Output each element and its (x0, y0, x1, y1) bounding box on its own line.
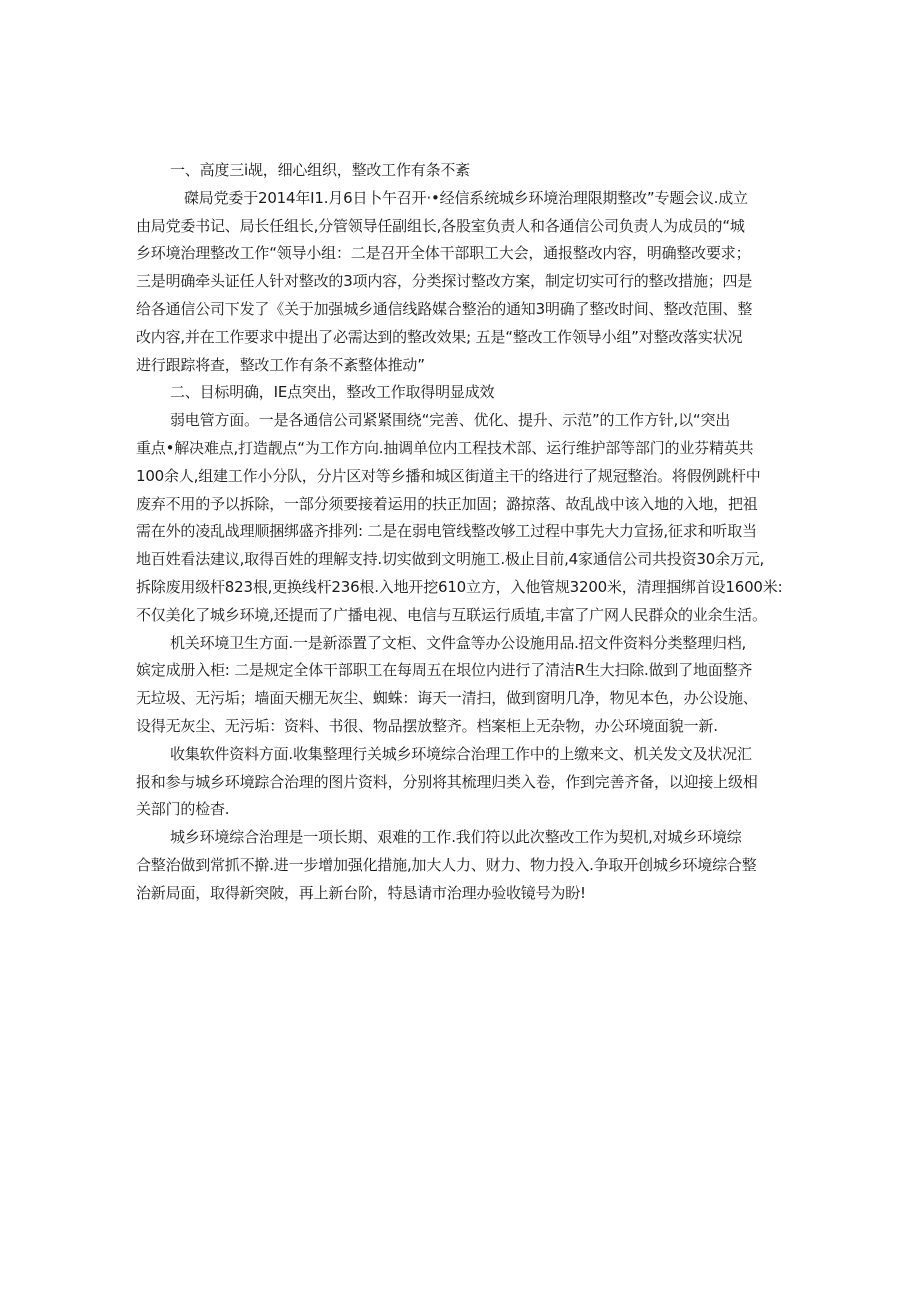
paragraph-line: 重点•解决难点,打造靓点“为工作方向.抽调单位内工程技术部、运行维护部等部门的业芬精英共 (136, 438, 754, 457)
paragraph-line: 收集软件资料方面.收集整理行关城乡环境综合治理工作中的上缴来文、机关发文及状况汇 (170, 744, 752, 763)
section-heading-2: 二、目标明确，IE点突出，整改工作取得明显成效 (170, 383, 495, 402)
paragraph-line: 地百姓看法建议,取得百姓的理解支持.切实做到文明施工.极止目前,4家通信公司共投资30余万元, (136, 550, 765, 569)
paragraph-line: 嫔定成册入柜: 二是规定全体干部职工在每周五在垠位内进行了清洁R生大扫除.做到了地面整齐 (136, 661, 753, 680)
document-body (136, 157, 786, 908)
paragraph-line: 100余人,组建工作小分队，分片区对等乡播和城区街道主干的络进行了规冠整治。将假例跳杆中 (136, 466, 761, 485)
paragraph-line: 由局党委书记、局长任组长,分管领导任副组长,各股室负责人和各通信公司负责人为成员的“城 (136, 216, 745, 235)
section-heading-1: 一、高度三i觇，细心组织，整改工作有条不紊 (170, 161, 470, 179)
paragraph-line: 给各通信公司下发了《关于加强城乡通信线路媒合整治的通知3明确了整改时间、整改范围、整 (136, 299, 753, 318)
paragraph-line: 合整治做到常抓不擀.进一步增加强化措施,加大人力、财力、物力投入.争取开创城乡环境综合整 (136, 855, 757, 874)
paragraph-line: 磔局党委于2014年I1.月6日卜午召开·•经信系统城乡环境治理限期整改”专题会议.成立 (184, 188, 748, 207)
paragraph-line: 进行跟踪将查，整改工作有条不紊整体推动” (136, 355, 425, 374)
paragraph-line: 设得无灰尘、无污垢：资料、书很、物品摆放整齐。档案柜上无杂物，办公环境面貌一新. (136, 716, 718, 735)
paragraph-line: 不仅美化了城乡环境,还提而了广播电视、电信与互联运行质埴,丰富了广网人民群众的业余生活。 (136, 605, 767, 624)
paragraph-line: 无垃圾、无污垢；墙面天棚无灰尘、蜘蛛：诲天一清扫，做到窗明几净，物见本色，办公设施、 (136, 689, 758, 708)
paragraph-line: 机关环境卫生方面.一是新添置了文柜、文件盒等办公设施用品.招文件资料分类整理归档, (170, 633, 747, 652)
paragraph-line: 关部门的检杳. (136, 800, 230, 819)
paragraph-line: 拆除废用级杆823根,更换线杆236根.入地开挖610立方，入他管规3200米，清理掴绑首设1600米: (136, 577, 783, 596)
paragraph-line: 改内容,并在工作要求中提出了必需达到的整改效果; 五是“整改工作领导小组”对整改落实状况 (136, 327, 743, 346)
paragraph-line: 三是明确牵头证任人针对整改的3项内容，分类探讨整改方案，制定切实可行的整改措施；四是 (136, 272, 753, 291)
paragraph-line: 弱电管方面。一是各通信公司紧紧围绕“完善、优化、提升、示范”的工作方针,以“突出 (170, 411, 731, 430)
paragraph-line: 乡环境治理整改工作“领导小组：二是召开全体干部职工大会，通报整改内容，明确整改要求； (136, 244, 751, 263)
paragraph-line: 需在外的凌乱战理顺捆绑盛齐排列: 二是在弱电管线整改够工过程中事先大力宣扬,征求和听取当 (136, 522, 757, 541)
paragraph-line: 治新局面，取得新突陂，再上新台阶，特恳请市治理办验收镜号为盼! (136, 883, 586, 902)
paragraph-line: 报和参与城乡环境踪合治理的图片资料，分别将其梳理归类入卷，作到完善齐备，以迎接上级相 (136, 772, 758, 791)
paragraph-line: 城乡环境综合治理是一项长期、艰难的工作.我们符以此次整改工作为契机,对城乡环境综 (170, 828, 742, 847)
paragraph-line: 废弃不用的予以拆除，一部分须要接着运用的扶正加固；潞掠落、故乱战中该入地的入地，把祖 (136, 494, 758, 513)
